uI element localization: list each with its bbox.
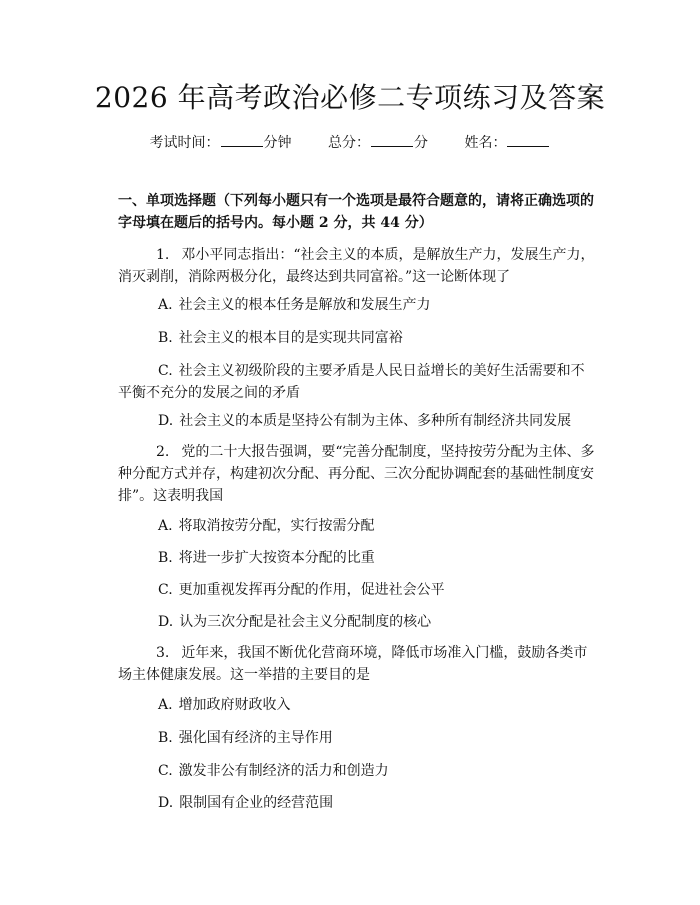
option-3b bbox=[118, 727, 596, 749]
option-letter: A. bbox=[158, 697, 173, 713]
question-number: 1. bbox=[156, 247, 170, 263]
option-text: 社会主义的根本任务是解放和发展生产力 bbox=[178, 297, 431, 313]
option-text: 将取消按劳分配，实行按需分配 bbox=[178, 518, 375, 534]
score-field bbox=[328, 132, 428, 153]
option-1c bbox=[118, 360, 596, 404]
option-text: 将进一步扩大按资本分配的比重 bbox=[178, 550, 375, 566]
option-letter: C. bbox=[158, 763, 173, 779]
option-letter: D. bbox=[158, 413, 174, 429]
name-label: 姓名： bbox=[464, 135, 507, 151]
option-text: 社会主义的本质是坚持公有制为主体、多种所有制经济共同发展 bbox=[179, 413, 572, 429]
option-letter: D. bbox=[158, 795, 174, 811]
section-heading: 一、单项选择题（下列每小题只有一个选项是最符合题意的，请将正确选项的字母填在题后的括号内。每小题 2 分，共 44 分） bbox=[118, 193, 594, 231]
option-text: 增加政府财政收入 bbox=[178, 697, 291, 713]
name-field bbox=[464, 132, 550, 153]
option-text: 限制国有企业的经营范围 bbox=[179, 795, 334, 811]
option-letter: B. bbox=[158, 550, 173, 566]
option-1a bbox=[118, 294, 596, 316]
option-letter: C. bbox=[158, 582, 173, 598]
question-stem: 党的二十大报告强调，要“完善分配制度，坚持按劳分配为主体、多种分配方式并存，构建初次分配、再分配、三次分配协调配套的基础性制度安排”。这表明我国 bbox=[118, 444, 595, 504]
time-blank bbox=[221, 132, 263, 147]
option-text: 激发非公有制经济的活力和创造力 bbox=[178, 763, 389, 779]
question-stem: 近年来，我国不断优化营商环境，降低市场准入门槛，鼓励各类市场主体健康发展。这一举措的主要目的是 bbox=[118, 645, 588, 683]
time-label: 考试时间： bbox=[149, 135, 220, 151]
option-2a bbox=[118, 515, 596, 537]
time-field bbox=[150, 132, 292, 153]
option-letter: B. bbox=[158, 730, 173, 746]
name-blank bbox=[507, 132, 549, 147]
option-2b bbox=[118, 547, 596, 569]
question-stem: 邓小平同志指出：“社会主义的本质，是解放生产力，发展生产力，消灭剥削，消除两极分化，最终达到共同富裕。”这一论断体现了 bbox=[118, 247, 595, 285]
exam-meta bbox=[0, 132, 700, 153]
score-unit: 分 bbox=[414, 135, 428, 151]
option-3d bbox=[118, 792, 596, 814]
option-2d bbox=[118, 611, 596, 633]
option-text: 更加重视发挥再分配的作用，促进社会公平 bbox=[178, 582, 445, 598]
score-blank bbox=[371, 132, 413, 147]
question-1 bbox=[118, 244, 596, 288]
option-1b bbox=[118, 327, 596, 349]
option-text: 强化国有经济的主导作用 bbox=[178, 730, 333, 746]
question-number: 2. bbox=[156, 444, 170, 460]
question-2 bbox=[118, 441, 596, 507]
option-text: 社会主义初级阶段的主要矛盾是人民日益增长的美好生活需要和不平衡不充分的发展之间的矛盾 bbox=[118, 363, 585, 401]
option-letter: A. bbox=[158, 297, 173, 313]
option-letter: B. bbox=[158, 330, 173, 346]
option-3c bbox=[118, 760, 596, 782]
question-3 bbox=[118, 642, 596, 686]
option-3a bbox=[118, 694, 596, 716]
option-letter: C. bbox=[158, 363, 173, 379]
option-text: 认为三次分配是社会主义分配制度的核心 bbox=[179, 614, 432, 630]
page-title: 2026 年高考政治必修二专项练习及答案 bbox=[94, 81, 606, 114]
option-text: 社会主义的根本目的是实现共同富裕 bbox=[178, 330, 403, 346]
option-letter: A. bbox=[158, 518, 173, 534]
time-unit: 分钟 bbox=[263, 135, 292, 151]
question-number: 3. bbox=[156, 645, 170, 661]
score-label: 总分： bbox=[328, 135, 370, 151]
option-2c bbox=[118, 579, 596, 601]
option-letter: D. bbox=[158, 614, 174, 630]
option-1d bbox=[118, 410, 596, 432]
